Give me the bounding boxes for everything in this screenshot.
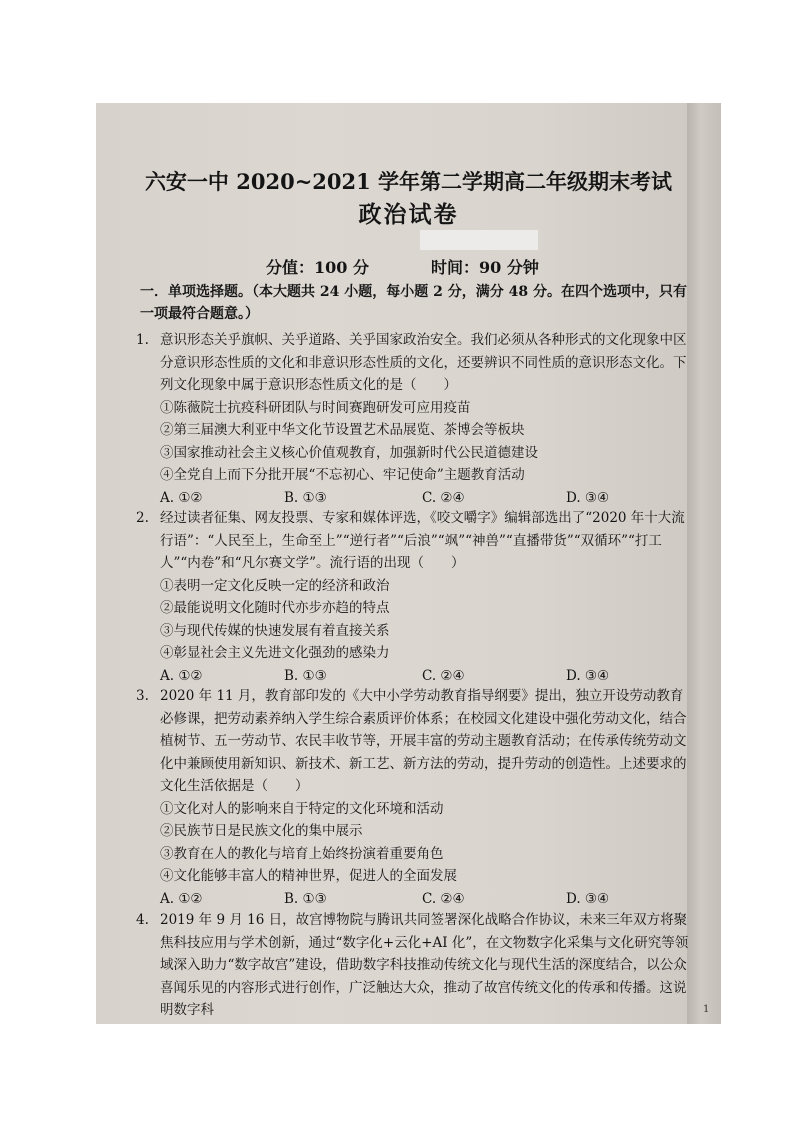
score-label: 分值：100 分: [266, 258, 369, 277]
option: ①表明一定文化反映一定的经济和政治: [160, 577, 390, 594]
question-2: [136, 507, 696, 687]
choice-d: D. ③④: [566, 667, 610, 684]
choice-c: C. ②④: [422, 489, 465, 506]
option: ②第三届澳大利亚中华文化节设置艺术品展览、茶博会等板块: [160, 422, 525, 438]
option: ③与现代传媒的快速发展有着直接关系: [160, 622, 390, 639]
choice-a: A. ①②: [160, 667, 203, 684]
choice-c: C. ②④: [422, 890, 465, 907]
question-3: [136, 685, 696, 910]
document-photo: [96, 103, 721, 1024]
choice-a: A. ①②: [160, 489, 203, 506]
choice-d: D. ③④: [566, 890, 610, 907]
option: ④文化能够丰富人的精神世界，促进人的全面发展: [160, 868, 457, 884]
option: ②民族节日是民族文化的集中展示: [160, 823, 363, 839]
option: ①陈薇院士抗疫科研团队与时间赛跑研发可应用疫苗: [160, 399, 471, 416]
exam-title: 六安一中 2020~2021 学年第二学期高二年级期末考试: [144, 169, 673, 194]
question-stem: 意识形态关乎旗帜、关乎道路、关乎国家政治安全。我们必须从各种形式的文化现象中区分意识形态性质的文化和非意识形态性质的文化，还要辨识不同性质的意识形态文化。下列文化现象中属于意识形态性质文化的是（ ）: [160, 332, 687, 393]
choice-d: D. ③④: [566, 489, 610, 506]
answer-choices: [160, 665, 696, 687]
option: ①文化对人的影响来自于特定的文化环境和活动: [160, 800, 444, 817]
page-number: 1: [703, 1004, 710, 1015]
question-number: 2.: [136, 510, 149, 526]
choice-b: B. ①③: [284, 667, 327, 684]
option: ④全党自上而下分批开展“不忘初心、牢记使命”主题教育活动: [160, 467, 525, 483]
option: ②最能说明文化随时代亦步亦趋的特点: [160, 600, 390, 616]
question-4: [136, 909, 696, 1022]
option: ③国家推动社会主义核心价值观教育，加强新时代公民道德建设: [160, 444, 538, 461]
redaction-block: [420, 230, 538, 250]
question-stem: 2019 年 9 月 16 日，故宫博物院与腾讯共同签署深化战略合作协议，未来三年双方将聚焦科技应用与学术创新，通过“数字化+云化+AI 化”，在文物数字化采集与文化研究等领域深入助力“数字故宫”建设，借助数字科技推动传统文化与现代生活的深度结合，以公众喜闻乐见的内容形式进行创作，广泛触达大众，推动了故宫传统文化的传承和传播。这说明数字科: [160, 912, 689, 1018]
choice-b: B. ①③: [284, 489, 327, 506]
question-number: 3.: [136, 688, 149, 704]
question-stem: 2020 年 11 月，教育部印发的《大中小学劳动教育指导纲要》提出，独立开设劳动教育必修课，把劳动素养纳入学生综合素质评价体系；在校园文化建设中强化劳动文化，结合植树节、五一劳动节、农民丰收节等，开展丰富的劳动主题教育活动；在传承传统劳动文化中兼顾使用新知识、新技术、新工艺、新方法的劳动，提升劳动的创造性。上述要求的文化生活依据是（ ）: [160, 688, 687, 794]
option: ③教育在人的教化与培育上始终扮演着重要角色: [160, 845, 444, 862]
exam-subtitle: 政治试卷: [358, 201, 459, 228]
choice-a: A. ①②: [160, 890, 203, 907]
question-1: [136, 329, 696, 509]
question-number: 4.: [136, 912, 149, 928]
answer-choices: [160, 888, 696, 910]
question-number: 1.: [136, 332, 149, 348]
choice-b: B. ①③: [284, 890, 327, 907]
time-label: 时间：90 分钟: [431, 258, 539, 277]
section-heading: 一．单项选择题。（本大题共 24 小题，每小题 2 分，满分 48 分。在四个选项中，只有一项最符合题意。）: [140, 284, 687, 322]
option: ④彰显社会主义先进文化强劲的感染力: [160, 645, 390, 661]
question-stem: 经过读者征集、网友投票、专家和媒体评选，《咬文嚼字》编辑部选出了“2020 年十大流行语”：“人民至上，生命至上”“逆行者”“后浪”“飒”“神兽”“直播带货”“双循环”“打工人”“内卷”和“凡尔赛文学”。流行语的出现（ ）: [160, 510, 685, 571]
choice-c: C. ②④: [422, 667, 465, 684]
answer-choices: [160, 487, 696, 509]
